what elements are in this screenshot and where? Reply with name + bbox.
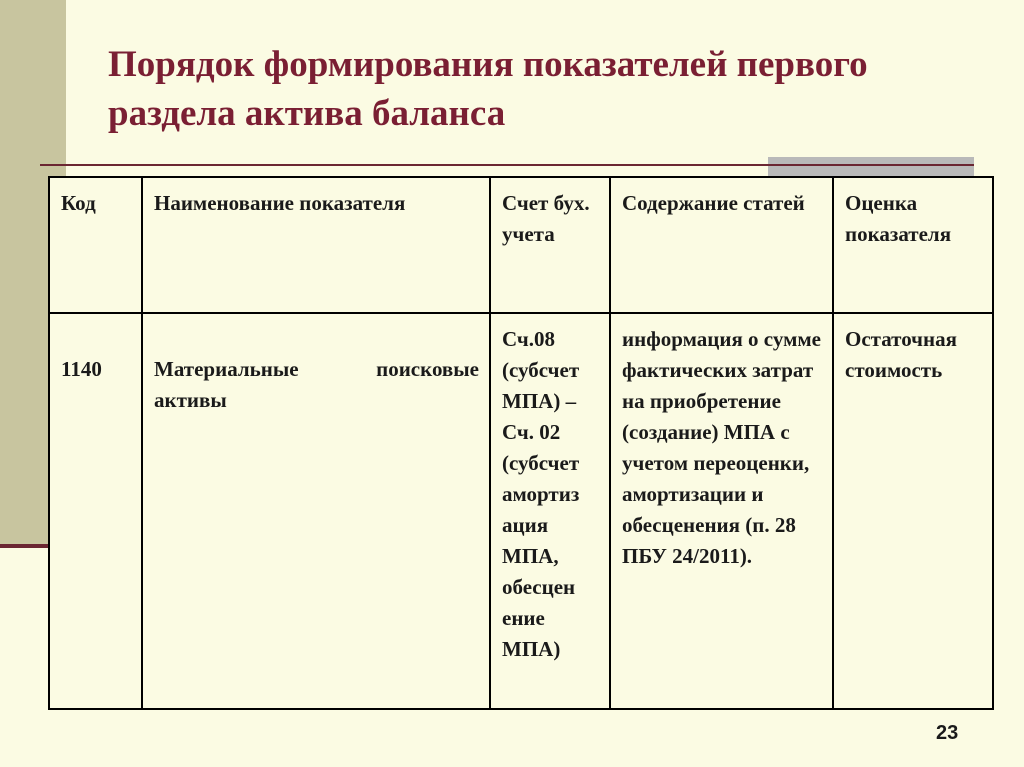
header-name-label: Наименование показателя: [154, 191, 406, 215]
cell-content-text: информация о сумме фактических затрат на приобретение (создание) МПА с учетом переоценки, амортизации и обесценения (п. 28 ПБУ 24/2011).: [622, 327, 822, 568]
cell-code-text: 1140: [61, 357, 102, 381]
header-account-label: Счет бух. учета: [502, 191, 590, 246]
page-number: 23: [936, 722, 959, 744]
header-valuation: [833, 177, 993, 313]
table-row: [49, 313, 993, 709]
cell-name: [142, 313, 490, 709]
slide-title: Порядок формирования показателей первого раздела актива баланса: [108, 44, 868, 134]
header-code: [49, 177, 142, 313]
title-underline: [40, 164, 974, 166]
title-underline-shade: [768, 157, 974, 177]
header-account: [490, 177, 610, 313]
cell-valuation: [833, 313, 993, 709]
header-valuation-label: Оценка показателя: [845, 191, 952, 246]
cell-content: [610, 313, 833, 709]
header-content-label: Содержание статей: [622, 191, 805, 215]
cell-account-text: Сч.08 (субсчет МПА) – Сч. 02 (субсчет амортиз ация МПА, обесцен ение МПА): [502, 327, 580, 661]
header-name: [142, 177, 490, 313]
cell-code: [49, 313, 142, 709]
cell-account: [490, 313, 610, 709]
cell-valuation-text: Остаточная стоимость: [845, 327, 957, 382]
header-content: [610, 177, 833, 313]
indicators-table: [48, 176, 994, 710]
table-header-row: [49, 177, 993, 313]
header-code-label: Код: [61, 191, 96, 215]
cell-name-text: Материальные поисковые активы: [154, 357, 479, 412]
